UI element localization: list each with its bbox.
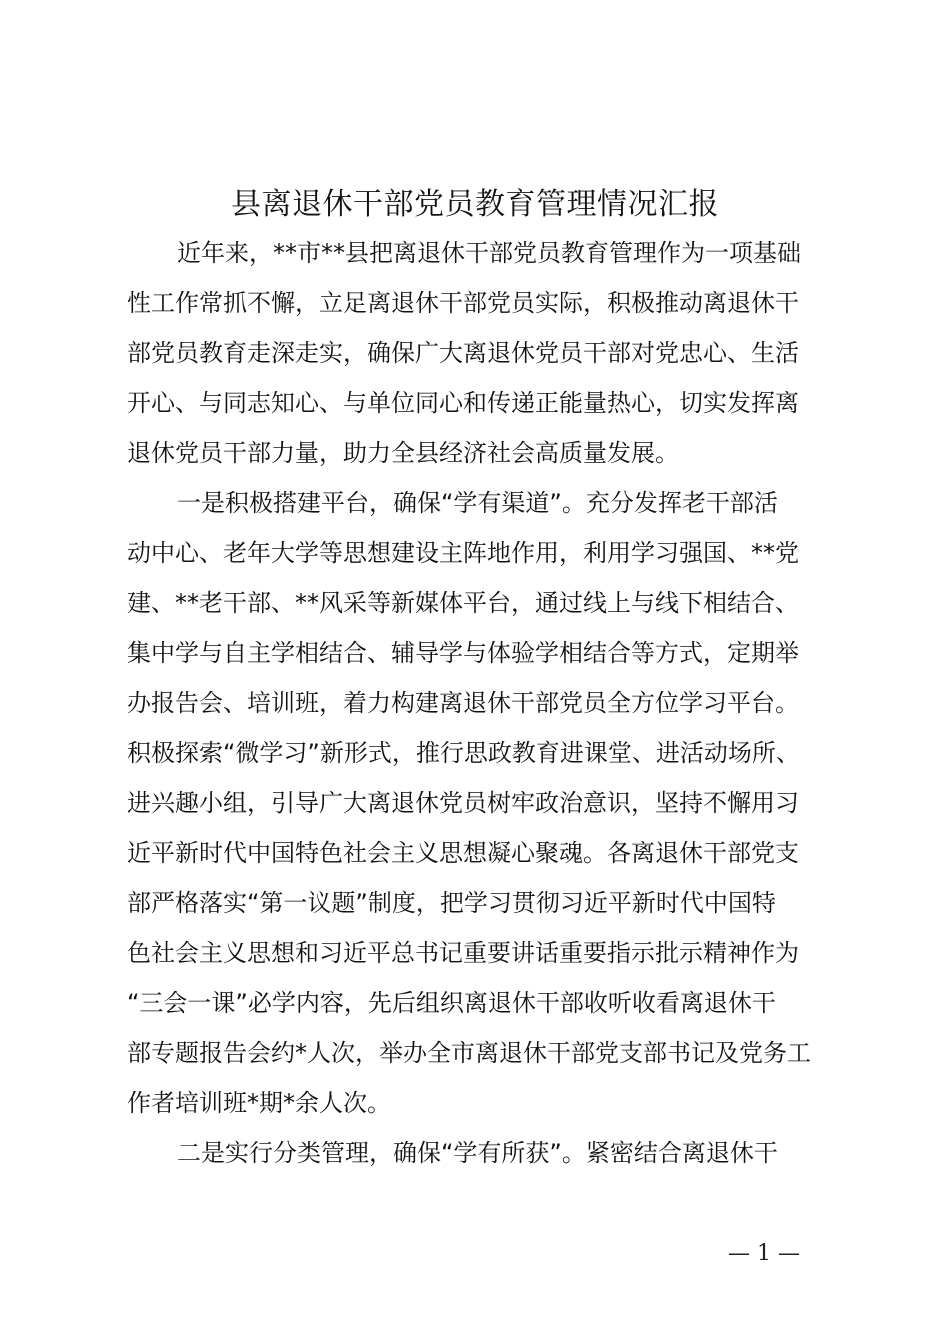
body-line-8: 建、**老干部、**风采等新媒体平台，通过线上与线下相结合、: [127, 589, 799, 617]
body-line-6: 一是积极搭建平台，确保“学有渠道”。充分发挥老干部活: [177, 489, 778, 517]
body-line-3: 部党员教育走深走实，确保广大离退休党员干部对党忠心、生活: [127, 339, 799, 367]
body-line-2: 性工作常抓不懈，立足离退休干部党员实际，积极推动离退休干: [127, 289, 799, 317]
body-line-17: 部专题报告会约*人次，举办全市离退休干部党支部书记及党务工: [127, 1039, 811, 1067]
body-line-13: 近平新时代中国特色社会主义思想凝心聚魂。各离退休干部党支: [127, 839, 799, 867]
body-line-10: 办报告会、培训班，着力构建离退休干部党员全方位学习平台。: [127, 689, 799, 717]
body-line-4: 开心、与同志知心、与单位同心和传递正能量热心，切实发挥离: [127, 389, 799, 417]
body-line-9: 集中学与自主学相结合、辅导学与体验学相结合等方式，定期举: [127, 639, 799, 667]
body-line-11: 积极探索“微学习”新形式，推行思政教育进课堂、进活动场所、: [127, 739, 800, 767]
body-line-18: 作者培训班*期*余人次。: [127, 1089, 391, 1117]
page-number: — 1 —: [728, 1241, 800, 1266]
body-line-5: 退休党员干部力量，助力全县经济社会高质量发展。: [127, 439, 679, 467]
body-line-15: 色社会主义思想和习近平总书记重要讲话重要指示批示精神作为: [127, 939, 799, 967]
body-line-7: 动中心、老年大学等思想建设主阵地作用，利用学习强国、**党: [127, 539, 799, 567]
body-line-19: 二是实行分类管理，确保“学有所获”。紧密结合离退休干: [177, 1139, 778, 1167]
body-line-1: 近年来，**市**县把离退休干部党员教育管理作为一项基础: [177, 239, 801, 267]
body-line-16: “三会一课”必学内容，先后组织离退休干部收听收看离退休干: [127, 989, 776, 1017]
body-line-12: 进兴趣小组，引导广大离退休党员树牢政治意识，坚持不懈用习: [127, 789, 799, 817]
document-title: 县离退休干部党员教育管理情况汇报: [231, 187, 719, 222]
body-line-14: 部严格落实“第一议题”制度，把学习贯彻习近平新时代中国特: [127, 889, 776, 917]
